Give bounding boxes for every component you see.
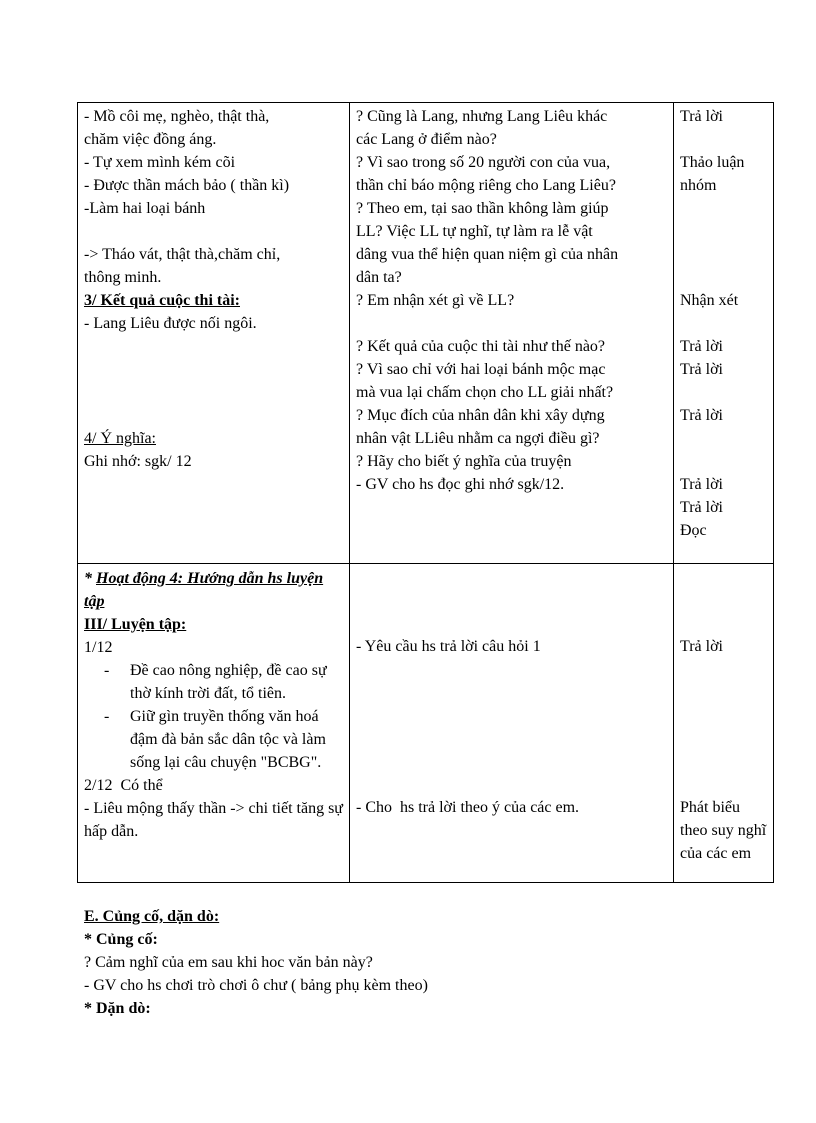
student-activity-column	[674, 564, 773, 882]
text-line: LL? Việc LL tự nghĩ, tự làm ra lễ vật	[356, 223, 593, 240]
blank-line	[680, 243, 767, 266]
text-line: Trả lời	[680, 407, 723, 424]
text-line: - Mồ côi mẹ, nghèo, thật thà,	[84, 108, 270, 125]
subheading: * Dặn dò:	[84, 1000, 151, 1017]
text-line: ? Theo em, tại sao thần không làm giúp	[356, 200, 609, 217]
teacher-instruction: - Yêu cầu hs trả lời câu hỏi 1	[356, 638, 541, 655]
teacher-activity-column	[350, 564, 674, 882]
text-line: thần chỉ báo mộng riêng cho Lang Liêu?	[356, 177, 616, 194]
blank-line	[356, 312, 667, 335]
text-line: - GV cho hs đọc ghi nhớ sgk/12.	[356, 476, 565, 493]
text-line: ? Em nhận xét gì về LL?	[356, 292, 515, 309]
question-label: 2/12 Có thể	[84, 777, 163, 794]
blank-line	[680, 128, 767, 151]
text-line: ? Vì sao chỉ với hai loại bánh mộc mạc	[356, 361, 606, 378]
section-title: III/ Luyện tập:	[84, 616, 187, 633]
text-line: ? Kết quả của cuộc thi tài như thế nào?	[356, 338, 606, 355]
text-line: dâng vua thể hiện quan niệm gì của nhân	[356, 246, 619, 263]
activity-title: * Hoạt động 4: Hướng dẫn hs luyện tập	[84, 570, 324, 610]
text-line: ? Vì sao trong số 20 người con của vua,	[356, 154, 611, 171]
text-line: Trả lời	[680, 361, 723, 378]
blank-line	[680, 220, 767, 243]
section-title: 4/ Ý nghĩa:	[84, 430, 156, 447]
teacher-instruction: - Cho hs trả lời theo ý của các em.	[356, 799, 580, 816]
text-line: Trả lời	[680, 499, 723, 516]
student-response: Phát biểu theo suy nghĩ của các em	[680, 799, 767, 862]
text-line: nhóm	[680, 177, 717, 194]
answer-text: - Liêu mộng thấy thần -> chi tiết tăng sự hấp dẫn.	[84, 800, 343, 840]
closing-section	[84, 905, 764, 1020]
text-line: ? Hãy cho biết ý nghĩa của truyện	[356, 453, 572, 470]
text-line: - Lang Liêu được nối ngôi.	[84, 315, 257, 332]
blank-line	[680, 312, 767, 335]
text-line: Trả lời	[680, 338, 723, 355]
text-line: Đọc	[680, 522, 707, 539]
content-column	[78, 103, 350, 563]
text-line: Trả lời	[680, 476, 723, 493]
section-heading: E. Củng cố, dặn dò:	[84, 908, 220, 925]
blank-line	[680, 381, 767, 404]
blank-line	[84, 381, 343, 404]
list-item: - Đề cao nông nghiệp, đề cao sự thờ kính trời đất, tổ tiên.	[104, 662, 327, 702]
list-item: - Giữ gìn truyền thống văn hoá đậm đà bản sắc dân tộc và làm sống lại câu chuyện "BCBG".	[104, 708, 326, 771]
text-line: - Được thần mách bảo ( thần kì)	[84, 177, 290, 194]
section-title: 3/ Kết quả cuộc thi tài:	[84, 292, 240, 309]
text-line: thông minh.	[84, 269, 162, 286]
table-row	[78, 103, 773, 563]
blank-line	[84, 220, 343, 243]
text-line: Thảo luận	[680, 154, 745, 171]
text-line: Ghi nhớ: sgk/ 12	[84, 453, 192, 470]
student-response: Trả lời	[680, 638, 723, 655]
blank-line	[680, 266, 767, 289]
instruction-text: - GV cho hs chơi trò chơi ô chư ( bảng phụ kèm theo)	[84, 977, 428, 994]
blank-line	[84, 358, 343, 381]
blank-line	[680, 450, 767, 473]
blank-line	[680, 427, 767, 450]
text-line: mà vua lại chấm chọn cho LL giải nhất?	[356, 384, 614, 401]
text-line: -Làm hai loại bánh	[84, 200, 206, 217]
question-text: ? Cảm nghĩ của em sau khi hoc văn bản này?	[84, 954, 373, 971]
blank-line	[84, 335, 343, 358]
teacher-activity-column	[350, 103, 674, 563]
text-line: - Tự xem mình kém cõi	[84, 154, 236, 171]
subheading: * Củng cố:	[84, 931, 158, 948]
text-line: chăm việc đồng áng.	[84, 131, 217, 148]
text-line: nhân vật LLiêu nhằm ca ngợi điều gì?	[356, 430, 600, 447]
text-line: ? Cũng là Lang, nhưng Lang Liêu khác	[356, 108, 608, 125]
blank-line	[680, 197, 767, 220]
blank-line	[84, 404, 343, 427]
text-line: dân ta?	[356, 269, 402, 286]
text-line: -> Tháo vát, thật thà,chăm chỉ,	[84, 246, 281, 263]
question-label: 1/12	[84, 639, 113, 656]
text-line: ? Mục đích của nhân dân khi xây dựng	[356, 407, 605, 424]
table-row	[78, 563, 773, 882]
text-line: các Lang ở điểm nào?	[356, 131, 497, 148]
content-column	[78, 564, 350, 882]
text-line: Trả lời	[680, 108, 723, 125]
text-line: Nhận xét	[680, 292, 739, 309]
lesson-table	[77, 102, 774, 883]
student-activity-column	[674, 103, 773, 563]
